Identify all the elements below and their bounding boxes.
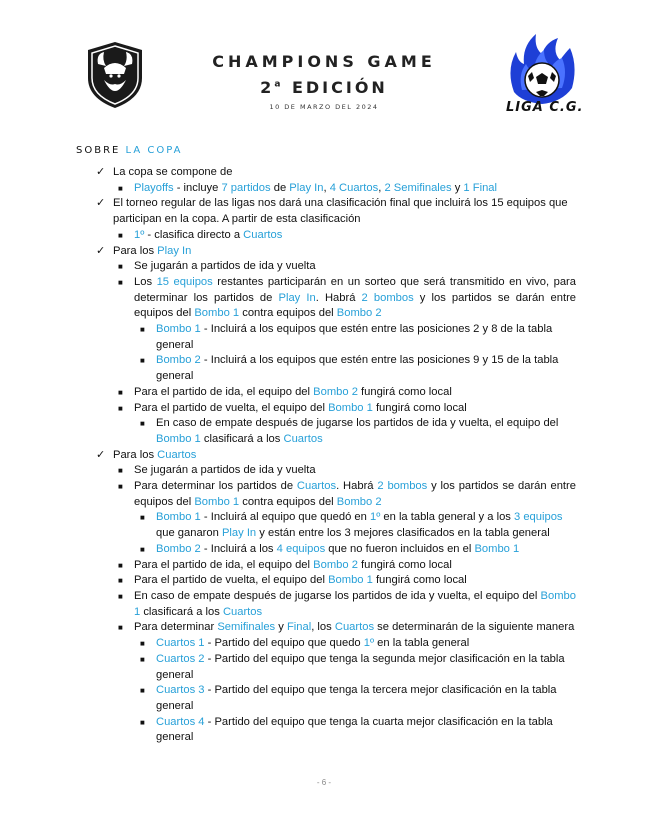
highlighted-term: 1º <box>369 511 381 524</box>
list-item <box>0 196 648 227</box>
list-text: . Habrá <box>315 291 362 304</box>
list-text: - Partido del equipo que quedo <box>204 637 364 650</box>
highlighted-term: 1 Final <box>463 181 498 194</box>
highlighted-term: Bombo 2 <box>336 495 382 508</box>
list-text: Se jugarán a partidos de ida y vuelta <box>134 260 316 273</box>
highlighted-term: 4 equipos <box>276 542 326 555</box>
square-bullet-icon: ■ <box>140 717 145 727</box>
list-item <box>0 715 648 746</box>
list-text: de <box>270 181 290 194</box>
list-text: y los partidos se darán entre equipos del <box>134 480 576 508</box>
list-text: , <box>323 181 330 194</box>
viking-logo <box>84 40 146 110</box>
list-item <box>0 259 648 275</box>
square-bullet-icon: ■ <box>140 356 145 366</box>
list-item <box>0 275 648 322</box>
list-item <box>0 401 648 417</box>
list-text: Se jugarán a partidos de ida y vuelta <box>134 464 316 477</box>
square-bullet-icon: ■ <box>140 686 145 696</box>
list-text: fungirá como local <box>372 401 467 414</box>
edition-number: 2 <box>260 78 275 97</box>
rules-list <box>0 165 648 746</box>
list-text: - Partido del equipo que tenga la segunda mejor clasificación en la tabla general <box>156 652 565 681</box>
section-heading-part2: LA COPA <box>125 145 183 156</box>
square-bullet-icon: ■ <box>140 654 145 664</box>
highlighted-term: Playoffs <box>134 181 174 194</box>
liga-cg-text: LIGA C.G. <box>506 100 584 115</box>
highlighted-term: Bombo 2 <box>156 542 201 555</box>
square-bullet-icon: ■ <box>118 482 123 492</box>
highlighted-term: Cuartos 3 <box>156 684 205 697</box>
list-text: Para el partido de vuelta, el equipo del <box>134 401 329 414</box>
list-text: Para el partido de vuelta, el equipo del <box>134 574 329 587</box>
list-text: contra equipos del <box>239 495 337 508</box>
document-date: 10 DE MARZO DEL 2024 <box>269 103 379 111</box>
list-item <box>0 181 648 197</box>
list-text: Para el partido de ida, el equipo del <box>134 385 314 398</box>
highlighted-term: 15 equipos <box>156 275 213 288</box>
list-text: restantes participarán en un sorteo que será transmitido en vivo, para determinar los partidos de <box>134 275 576 304</box>
highlighted-term: Bombo 1 <box>328 401 373 414</box>
list-item <box>0 542 648 558</box>
checkmark-icon: ✓ <box>96 448 106 461</box>
highlighted-term: 3 equipos <box>514 511 563 524</box>
square-bullet-icon: ■ <box>118 560 123 570</box>
highlighted-term: 2 bombos <box>377 480 428 493</box>
square-bullet-icon: ■ <box>118 623 123 633</box>
highlighted-term: 2 Semifinales <box>384 181 452 194</box>
list-text: - Incluirá a los equipos que estén entre las posiciones 9 y 15 de la tabla general <box>156 354 559 383</box>
list-text: fungirá como local <box>357 558 452 571</box>
list-item <box>0 165 648 181</box>
highlighted-term: 7 partidos <box>221 181 271 194</box>
list-item <box>0 353 648 384</box>
highlighted-term: Play In <box>289 181 324 194</box>
highlighted-term: Cuartos <box>334 621 375 634</box>
highlighted-term: Final <box>286 621 312 634</box>
highlighted-term: Cuartos <box>283 432 323 445</box>
edition-title <box>150 78 498 97</box>
highlighted-term: Bombo 1 <box>328 574 373 587</box>
list-text: clasificará a los <box>140 605 223 618</box>
list-text: se determinarán de la siguiente manera <box>374 621 575 634</box>
highlighted-term: Bombo 1 <box>194 307 240 320</box>
list-item <box>0 228 648 244</box>
square-bullet-icon: ■ <box>118 230 123 240</box>
list-text: y están entre los 3 mejores clasificados en la tabla general <box>256 527 550 540</box>
highlighted-term: Cuartos <box>296 480 337 493</box>
highlighted-term: Bombo 1 <box>194 495 240 508</box>
checkmark-icon: ✓ <box>96 244 106 257</box>
highlighted-term: Bombo 1 <box>156 511 201 524</box>
highlighted-term: Bombo 1 <box>134 589 576 618</box>
list-text: - incluye <box>173 181 222 194</box>
list-item <box>0 416 648 447</box>
highlighted-term: Bombo 1 <box>474 542 520 555</box>
page-number: - 6 - <box>316 778 332 787</box>
highlighted-term: Bombo 2 <box>313 385 358 398</box>
square-bullet-icon: ■ <box>118 183 123 193</box>
list-item <box>0 448 648 464</box>
list-text: fungirá como local <box>372 574 467 587</box>
list-text: En caso de empate después de jugarse los partidos de ida y vuelta, el equipo del <box>134 589 541 602</box>
square-bullet-icon: ■ <box>140 544 145 554</box>
list-item <box>0 244 648 260</box>
document-title: CHAMPIONS GAME <box>212 52 436 71</box>
list-item <box>0 573 648 589</box>
list-text: en la tabla general y a los <box>380 511 514 524</box>
list-text: y los partidos se darán entre equipos del <box>134 291 577 320</box>
list-text: Para determinar <box>134 621 218 634</box>
list-text: Para determinar los partidos de <box>134 480 297 493</box>
square-bullet-icon: ■ <box>118 466 123 476</box>
highlighted-term: 2 bombos <box>361 291 414 304</box>
highlighted-term: Bombo 2 <box>336 307 382 320</box>
list-text: - Incluirá a los <box>200 542 277 555</box>
highlighted-term: Cuartos 1 <box>156 637 205 650</box>
list-text: Para los <box>113 244 158 257</box>
highlighted-term: Cuartos 4 <box>156 715 205 728</box>
liga-cg-logo <box>500 30 584 122</box>
list-text: - Partido del equipo que tenga la cuarta mejor clasificación en la tabla general <box>156 715 553 744</box>
list-text: La copa se compone de <box>113 166 233 178</box>
edition-ordinal: a <box>274 79 284 90</box>
list-text: clasificará a los <box>200 432 284 445</box>
square-bullet-icon: ■ <box>140 325 145 335</box>
list-text: Para el partido de ida, el equipo del <box>134 558 314 571</box>
list-item <box>0 510 648 541</box>
checkmark-icon: ✓ <box>96 166 106 178</box>
list-text: Los <box>134 275 157 288</box>
square-bullet-icon: ■ <box>118 591 123 601</box>
highlighted-term: Bombo 2 <box>313 558 358 571</box>
highlighted-term: Cuartos 2 <box>156 652 205 665</box>
list-text: - clasifica directo a <box>144 228 244 241</box>
list-text: y <box>275 621 287 634</box>
square-bullet-icon: ■ <box>118 403 123 413</box>
list-text: , <box>378 181 385 194</box>
list-text: - Incluirá a los equipos que estén entre las posiciones 2 y 8 de la tabla general <box>156 323 553 351</box>
square-bullet-icon: ■ <box>140 419 145 429</box>
highlighted-term: Cuartos <box>222 605 263 618</box>
highlighted-term: Play In <box>278 291 316 304</box>
list-text: fungirá como local <box>357 385 452 398</box>
list-text: contra equipos del <box>239 307 337 320</box>
list-item <box>0 463 648 479</box>
section-heading-part1: SOBRE <box>76 145 121 156</box>
list-text: En caso de empate después de jugarse los partidos de ida y vuelta, el equipo del <box>156 417 559 430</box>
list-item <box>0 322 648 353</box>
list-text: en la tabla general <box>374 637 470 650</box>
highlighted-term: Cuartos <box>243 228 283 241</box>
square-bullet-icon: ■ <box>118 387 123 397</box>
list-text: que no fueron incluidos en el <box>325 542 475 555</box>
highlighted-term: 1º <box>363 637 375 650</box>
square-bullet-icon: ■ <box>118 277 123 287</box>
section-heading <box>76 145 182 156</box>
list-item <box>0 479 648 510</box>
list-item <box>0 683 648 714</box>
list-text: El torneo regular de las ligas nos dará una clasificación final que incluirá los 15 equipos que participan en la copa. A partir de esta clasificación <box>113 197 568 226</box>
square-bullet-icon: ■ <box>118 262 123 272</box>
square-bullet-icon: ■ <box>140 513 145 523</box>
list-text: Para los <box>113 448 158 461</box>
list-item <box>0 385 648 401</box>
list-text: y <box>451 181 464 194</box>
checkmark-icon: ✓ <box>96 197 106 210</box>
highlighted-term: Play In <box>157 244 192 257</box>
viking-shield-icon <box>84 40 146 110</box>
list-item <box>0 620 648 636</box>
list-item <box>0 589 648 620</box>
list-item <box>0 558 648 574</box>
highlighted-term: Semifinales <box>217 621 276 634</box>
list-item <box>0 636 648 652</box>
highlighted-term: Cuartos <box>157 448 197 461</box>
highlighted-term: Bombo 1 <box>156 323 201 336</box>
square-bullet-icon: ■ <box>140 639 145 649</box>
list-item <box>0 652 648 683</box>
highlighted-term: Play In <box>221 527 257 540</box>
edition-word: EDICIÓN <box>291 78 388 97</box>
highlighted-term: 1º <box>134 228 145 241</box>
highlighted-term: Bombo 2 <box>156 354 201 367</box>
list-text: - Partido del equipo que tenga la tercera mejor clasificación en la tabla general <box>156 684 557 712</box>
list-text: que ganaron <box>156 527 222 540</box>
highlighted-term: 4 Cuartos <box>329 181 379 194</box>
list-text: - Incluirá al equipo que quedó en <box>200 511 370 524</box>
list-text: . Habrá <box>336 480 378 493</box>
highlighted-term: Bombo 1 <box>156 432 201 445</box>
square-bullet-icon: ■ <box>118 576 123 586</box>
list-text: , los <box>311 621 335 634</box>
